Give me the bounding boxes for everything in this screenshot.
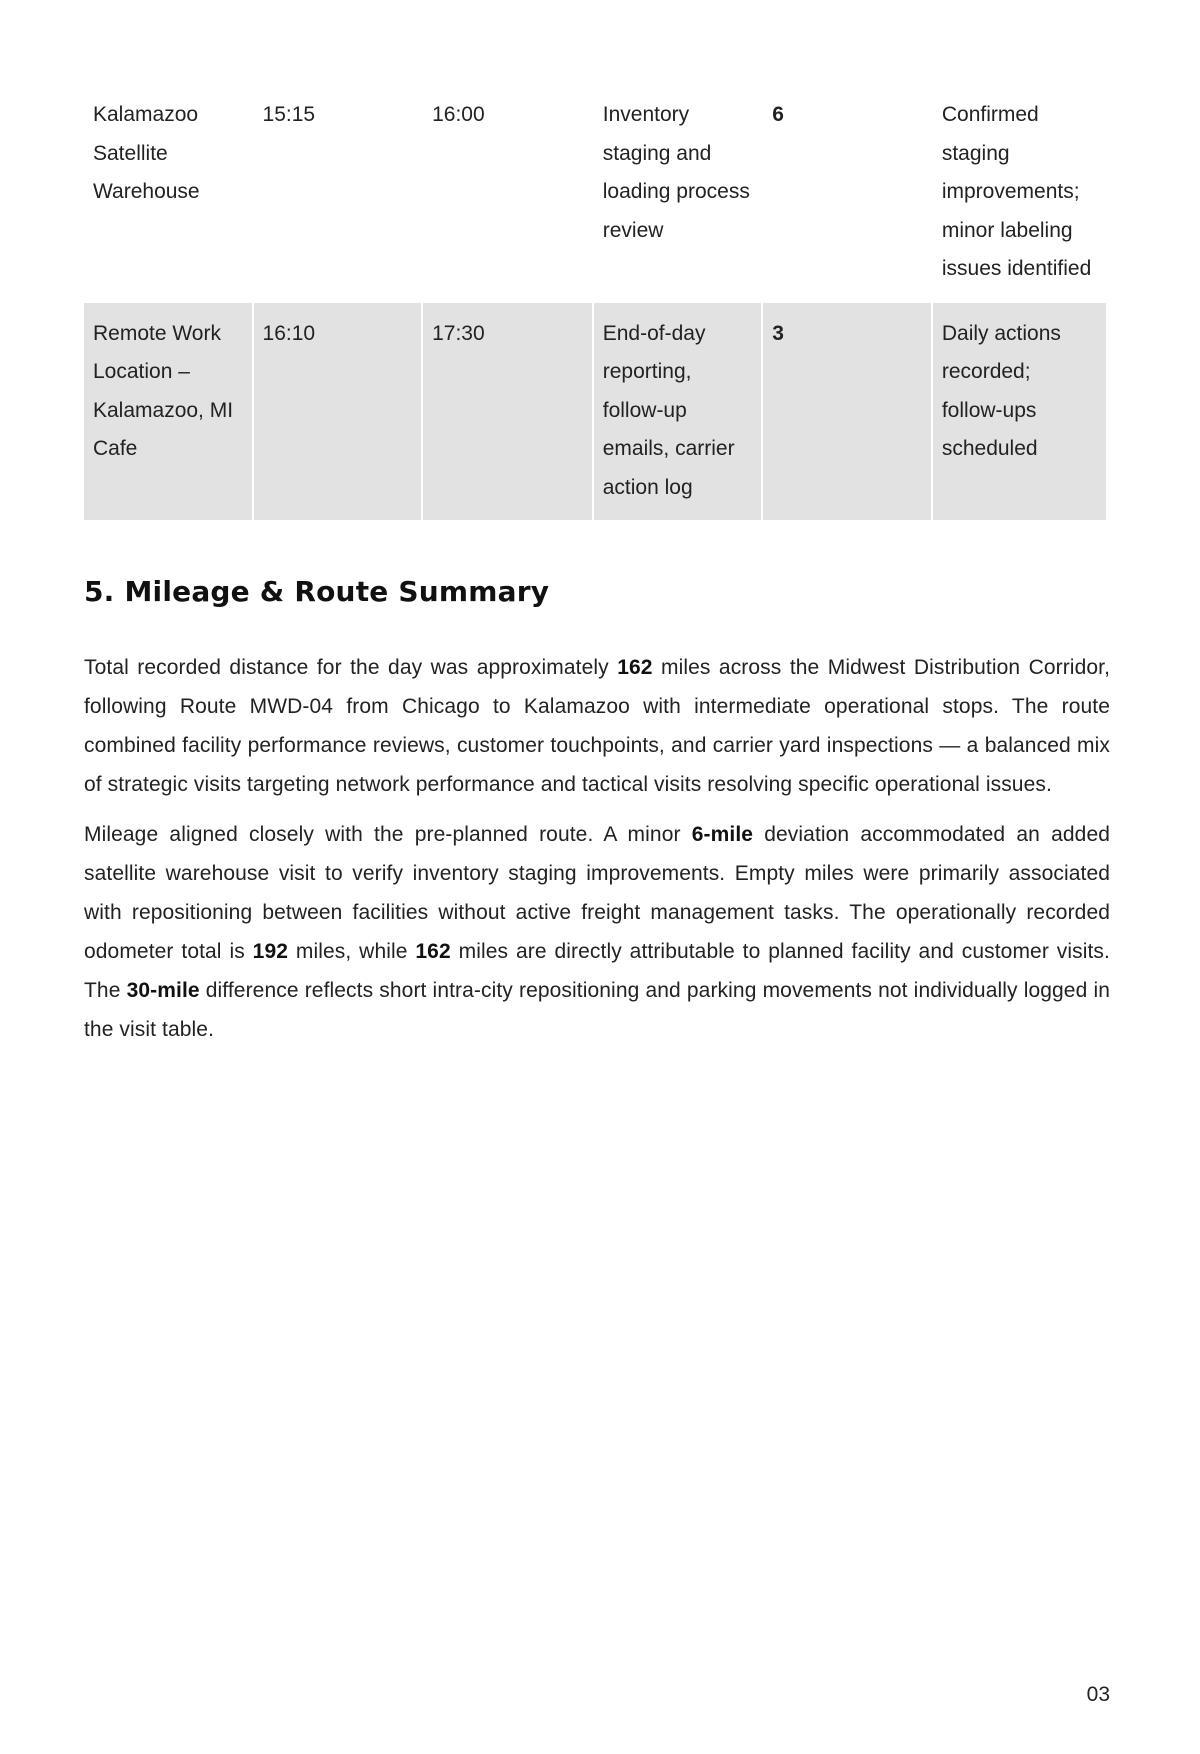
cell-arrival: 15:15	[254, 84, 422, 303]
text-run: miles across the Midwest Distribution Corridor, following Route MWD-04 from Chicago to Kalamazoo with intermediate operational stops. The route combined facility performance reviews, customer touchpoints, and carrier yard inspections — a balanced mix of strategic visits targeting network performance and tactical visits resolving specific operational issues.	[84, 656, 1111, 796]
table-row	[84, 84, 1106, 303]
cell-outcome: Daily actions recorded; follow-ups scheduled	[933, 303, 1106, 521]
bold-value: 6-mile	[691, 823, 754, 846]
cell-location: Remote Work Location – Kalamazoo, MI Cafe	[84, 303, 252, 521]
cell-count: 6	[763, 84, 931, 303]
bold-value: 30-mile	[126, 979, 200, 1002]
paragraph-route-summary	[84, 648, 1110, 804]
bold-value: 162	[617, 656, 653, 679]
bold-value: 162	[415, 940, 451, 963]
visit-table	[82, 84, 1108, 520]
cell-departure: 17:30	[423, 303, 592, 521]
bold-value: 192	[252, 940, 289, 963]
paragraph-mileage-detail	[84, 815, 1110, 1049]
text-run: miles are directly attributable to planned facility and customer visits. The	[84, 940, 1110, 1002]
cell-arrival: 16:10	[254, 303, 422, 521]
table-row	[84, 303, 1106, 521]
text-run: Total recorded distance for the day was approximately	[84, 656, 618, 679]
cell-departure: 16:00	[423, 84, 592, 303]
cell-purpose: Inventory staging and loading process review	[594, 84, 762, 303]
text-run: miles, while	[288, 940, 416, 963]
document-page	[84, 84, 1110, 1049]
page-number: 03	[1086, 1683, 1110, 1706]
text-run: Mileage aligned closely with the pre-planned route. A minor	[84, 823, 692, 846]
cell-count: 3	[763, 303, 931, 521]
cell-purpose: End-of-day reporting, follow-up emails, carrier action log	[594, 303, 762, 521]
section-heading: 5. Mileage & Route Summary	[84, 575, 550, 608]
cell-location: Kalamazoo Satellite Warehouse	[84, 84, 252, 303]
text-run: difference reflects short intra-city repositioning and parking movements not individually logged in the visit table.	[84, 979, 1111, 1041]
text-run: deviation accommodated an added satellite warehouse visit to verify inventory staging improvements. Empty miles were primarily associated with repositioning between facilities without active freight management tasks. The operationally recorded odometer total is	[84, 823, 1110, 963]
cell-outcome: Confirmed staging improvements; minor labeling issues identified	[933, 84, 1106, 303]
